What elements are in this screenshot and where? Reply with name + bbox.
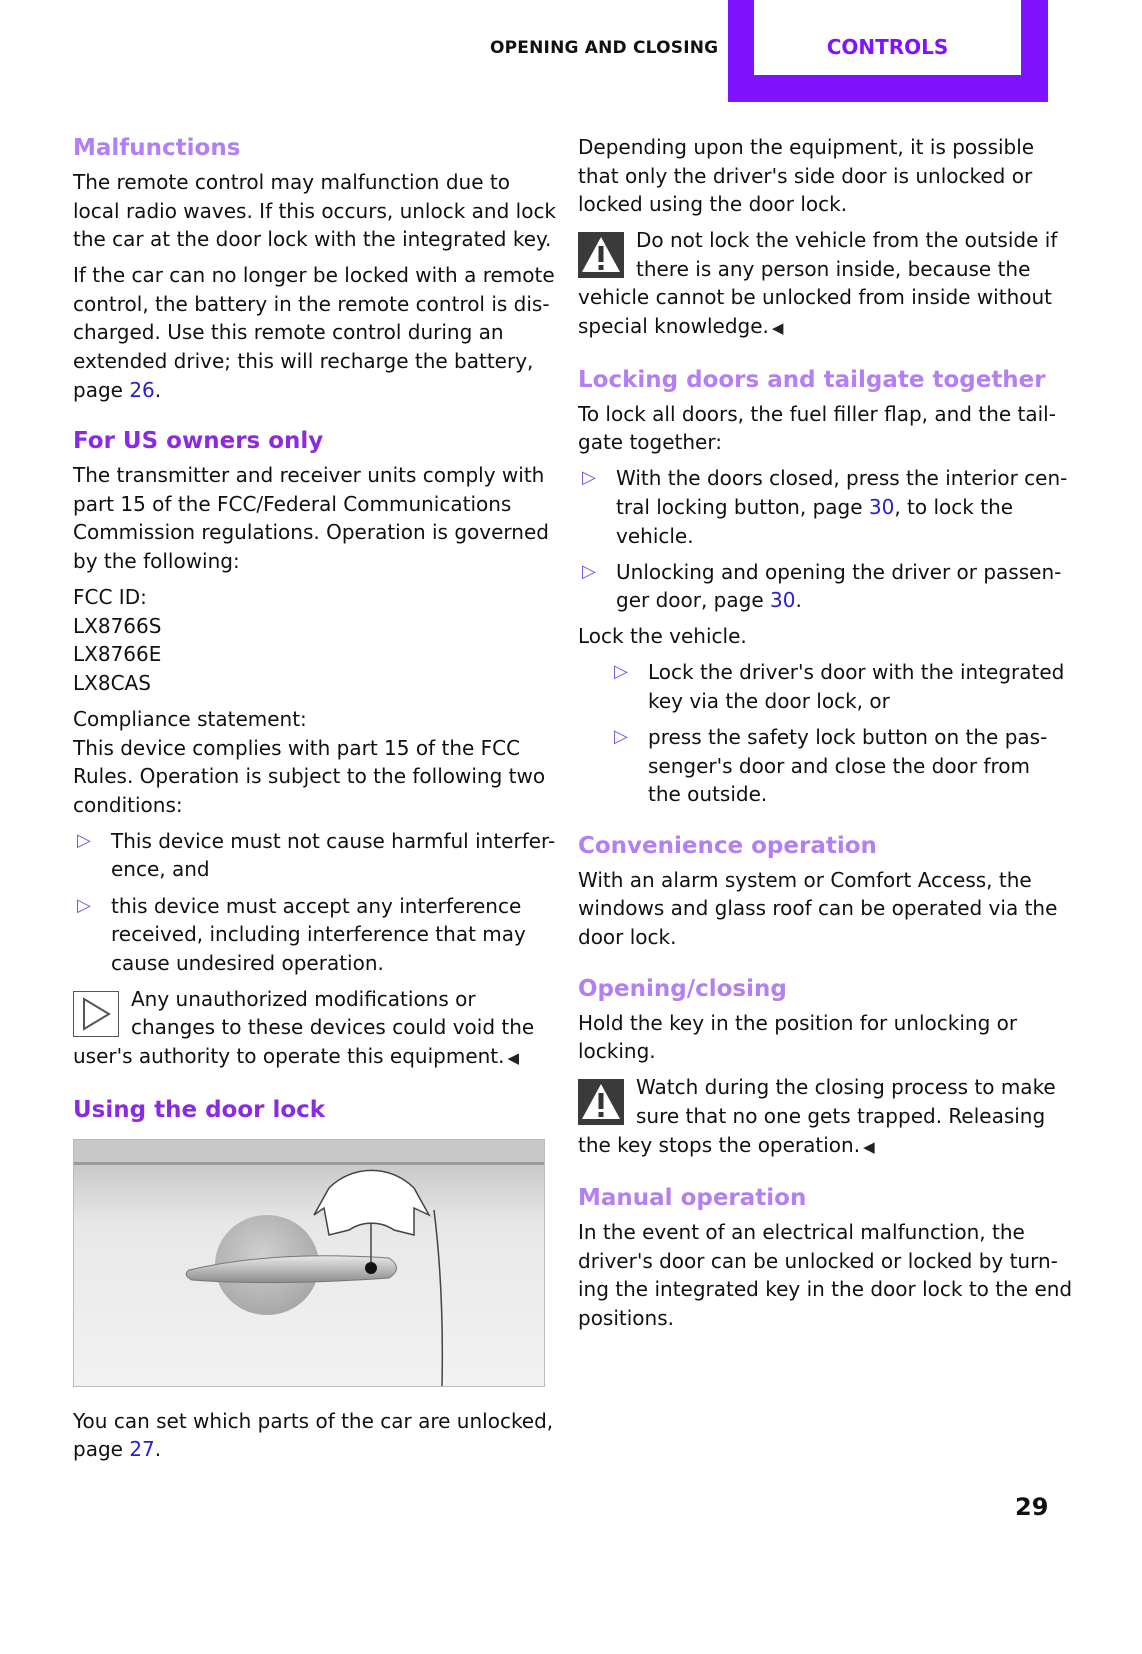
text-segment: page: [73, 1437, 130, 1462]
text-segment: FCC ID:: [73, 585, 147, 610]
text-segment: Lock the vehicle.: [578, 624, 747, 649]
text-line: [578, 400, 1056, 429]
text-line: [73, 197, 557, 226]
paragraph: [73, 461, 548, 575]
section-heading: Convenience operation: [578, 832, 877, 859]
text-line: [578, 923, 1053, 952]
paragraph: [73, 705, 548, 819]
text-line: [578, 1009, 1053, 1038]
page-link[interactable]: 30: [868, 494, 895, 519]
text-segment: , to lock the: [894, 494, 1014, 519]
list-item: [73, 827, 556, 884]
text-segment: driver's door can be unlocked or locked by turn-: [578, 1248, 1058, 1273]
list-item: [73, 892, 548, 978]
text-segment: The transmitter and receiver units comply with: [73, 463, 545, 488]
text-line: [648, 752, 1053, 781]
text-segment: extended drive; this will recharge the battery,: [73, 349, 534, 374]
text-segment: received, including interference that may: [111, 922, 526, 947]
text-line: [73, 1407, 554, 1436]
text-line: [578, 1102, 1053, 1131]
text-line: [73, 261, 555, 290]
page-link[interactable]: 26: [129, 377, 155, 402]
paragraph: [73, 1407, 554, 1464]
text-segment: This device must not cause harmful interfer-: [111, 828, 556, 853]
text-line: [616, 522, 1053, 551]
text-segment: LX8766S: [73, 613, 162, 638]
text-segment: Watch during the closing process to make: [636, 1075, 1056, 1100]
door-lock-illustration: [73, 1139, 545, 1387]
paragraph: [578, 1009, 1053, 1066]
text-line: [616, 493, 1053, 522]
text-line: [578, 622, 1053, 651]
text-line: [578, 894, 1058, 923]
text-segment: Depending upon the equipment, it is possible: [578, 135, 1035, 159]
text-line: [73, 734, 548, 763]
text-segment: Commission regulations. Operation is governed: [73, 520, 549, 545]
text-segment: part 15 of the FCC/Federal Communications: [73, 491, 512, 516]
list-item: [578, 558, 1062, 615]
text-line: [578, 283, 1053, 312]
text-segment: .: [154, 377, 162, 402]
text-segment: the outside.: [648, 782, 768, 807]
text-segment: the car at the door lock with the integrated key.: [73, 227, 552, 252]
text-segment: changes to these devices could void the: [131, 1015, 535, 1040]
text-segment: key via the door lock, or: [648, 689, 890, 713]
text-segment: The remote control may malfunction due to: [73, 170, 510, 194]
text-segment: With the doors closed, press the interior cen-: [616, 466, 1068, 491]
section-heading: Manual operation: [578, 1185, 807, 1212]
text-line: [111, 920, 548, 949]
triangle-bullet-icon: ▷: [77, 829, 91, 851]
text-segment: windows and glass roof can be operated via the: [578, 896, 1058, 921]
triangle-bullet-icon: ▷: [582, 467, 596, 489]
text-segment: This device complies with part 15 of the FCC: [73, 735, 521, 760]
text-line: [578, 866, 1053, 895]
text-line: [73, 705, 548, 734]
text-segment: this device must accept any interference: [111, 893, 522, 918]
text-segment: door lock.: [578, 925, 677, 950]
text-segment: Hold the key in the position for unlocking or: [578, 1010, 1018, 1035]
text-line: [578, 1037, 1053, 1066]
triangle-bullet-icon: ▷: [614, 661, 628, 683]
paragraph: [578, 622, 1053, 651]
text-segment: that only the driver's side door is unlocked or: [578, 163, 1033, 188]
text-line: [111, 949, 548, 978]
text-segment: Lock the driver's door with the integrated: [648, 660, 1065, 685]
text-line: [73, 225, 552, 254]
text-segment: ence, and: [111, 857, 210, 882]
triangle-bullet-icon: ▷: [582, 560, 596, 582]
text-line: [73, 669, 548, 698]
section-heading: Malfunctions: [73, 135, 241, 161]
text-line: [73, 518, 548, 547]
list-item: [578, 464, 1068, 550]
warning-note: [578, 226, 1058, 342]
text-line: [578, 1304, 1053, 1333]
text-segment: control, the battery in the remote control is dis-: [73, 291, 550, 316]
text-line: [578, 1131, 1053, 1162]
text-line: [578, 255, 1053, 284]
text-line: [578, 312, 1053, 343]
text-segment: ing the integrated key in the door lock to the end: [578, 1277, 1073, 1302]
text-segment: You can set which parts of the car are unlocked,: [73, 1408, 554, 1433]
right-column: [578, 133, 1073, 1340]
text-line: [73, 985, 548, 1014]
text-line: [73, 791, 548, 820]
text-segment: there is any person inside, because the: [636, 256, 1031, 281]
text-segment: If the car can no longer be locked with a remote: [73, 263, 555, 288]
end-of-note-icon: ◀: [771, 319, 784, 338]
text-segment: local radio waves. If this occurs, unlock and lock: [73, 198, 557, 223]
text-line: [648, 780, 1053, 809]
text-segment: Any unauthorized modifications or: [131, 986, 476, 1011]
text-segment: vehicle.: [616, 523, 694, 548]
text-segment: .: [795, 588, 802, 613]
warning-note: [578, 1073, 1056, 1161]
triangle-bullet-icon: ▷: [77, 894, 91, 916]
text-line: [73, 490, 548, 519]
text-segment: Do not lock the vehicle from the outside if: [636, 228, 1058, 253]
text-line: [73, 290, 548, 319]
text-line: [578, 1275, 1073, 1304]
warning-icon: [578, 232, 624, 278]
paragraph: [73, 261, 555, 404]
info-note: [73, 985, 548, 1073]
text-line: [111, 827, 556, 856]
text-line: [578, 1073, 1056, 1102]
text-line: [73, 1042, 548, 1073]
text-line: [578, 190, 1053, 219]
text-line: [73, 376, 548, 405]
section-title: OPENING AND CLOSING: [490, 38, 719, 58]
chapter-tab[interactable]: [728, 0, 1048, 102]
text-line: [578, 162, 1053, 191]
text-segment: With an alarm system or Comfort Access, the: [578, 867, 1032, 892]
text-line: [73, 762, 548, 791]
paragraph: [578, 133, 1053, 219]
text-segment: ger door, page: [616, 588, 770, 613]
text-line: [73, 168, 548, 197]
text-segment: .: [154, 1437, 162, 1462]
text-segment: Unlocking and opening the driver or passen-: [616, 559, 1062, 584]
paragraph: [578, 400, 1056, 457]
text-line: [111, 855, 548, 884]
text-segment: press the safety lock button on the pas-: [648, 725, 1048, 750]
section-heading: Locking doors and tailgate together: [578, 366, 1046, 393]
text-line: [578, 133, 1053, 162]
text-line: [648, 658, 1065, 687]
section-heading: For US owners only: [73, 428, 324, 455]
text-line: [578, 1218, 1053, 1247]
warning-icon: [578, 1079, 624, 1125]
paragraph: [73, 583, 548, 697]
text-segment: To lock all doors, the fuel filler flap, and the tail-: [578, 401, 1056, 426]
section-heading: Using the door lock: [73, 1096, 326, 1123]
text-line: [616, 558, 1062, 587]
text-segment: senger's door and close the door from: [648, 753, 1030, 778]
text-segment: conditions:: [73, 792, 183, 817]
page-link[interactable]: 27: [129, 1437, 155, 1462]
paragraph: [578, 866, 1058, 952]
text-segment: locking.: [578, 1039, 656, 1064]
text-segment: by the following:: [73, 549, 240, 574]
text-line: [73, 547, 548, 576]
list-item: [610, 723, 1053, 809]
end-of-note-icon: ◀: [863, 1137, 875, 1156]
text-line: [111, 892, 548, 921]
text-segment: LX8CAS: [73, 670, 151, 695]
text-line: [73, 347, 548, 376]
text-line: [73, 1435, 548, 1464]
text-segment: Rules. Operation is subject to the following two: [73, 764, 546, 789]
chapter-tab-label: CONTROLS: [826, 35, 949, 59]
text-segment: charged. Use this remote control during an: [73, 320, 504, 345]
text-segment: LX8766E: [73, 642, 162, 667]
text-line: [648, 723, 1053, 752]
text-segment: In the event of an electrical malfunction, the: [578, 1220, 1025, 1245]
page-number: 29: [1015, 1493, 1049, 1521]
note-icon: [73, 991, 119, 1037]
text-line: [578, 1247, 1058, 1276]
section-heading: Opening/closing: [578, 975, 787, 1002]
text-line: [616, 464, 1068, 493]
text-segment: tral locking button, page: [616, 494, 869, 519]
text-line: [73, 612, 548, 641]
page-link[interactable]: 30: [770, 588, 796, 613]
text-line: [73, 318, 548, 347]
text-line: [616, 586, 1053, 615]
text-line: [578, 226, 1058, 255]
text-segment: locked using the door lock.: [578, 192, 848, 217]
paragraph: [578, 1218, 1073, 1332]
text-segment: special knowledge.: [578, 314, 769, 339]
text-segment: sure that no one gets trapped. Releasing: [636, 1103, 1046, 1128]
text-segment: the key stops the operation.: [578, 1132, 861, 1157]
text-segment: vehicle cannot be unlocked from inside without: [578, 285, 1053, 310]
text-line: [73, 1013, 548, 1042]
end-of-note-icon: ◀: [507, 1049, 520, 1068]
text-segment: Compliance statement:: [73, 707, 307, 731]
text-segment: page: [73, 377, 130, 402]
text-segment: gate together:: [578, 430, 722, 455]
text-segment: positions.: [578, 1305, 674, 1330]
left-column: [73, 133, 557, 1471]
text-segment: cause undesired operation.: [111, 950, 384, 975]
triangle-bullet-icon: ▷: [614, 726, 628, 748]
text-line: [578, 428, 1053, 457]
text-line: [73, 461, 548, 490]
text-line: [73, 640, 548, 669]
text-line: [73, 583, 548, 612]
list-item: [610, 658, 1065, 715]
text-line: [648, 687, 1053, 716]
paragraph: [73, 168, 557, 254]
text-segment: user's authority to operate this equipment.: [73, 1044, 505, 1069]
